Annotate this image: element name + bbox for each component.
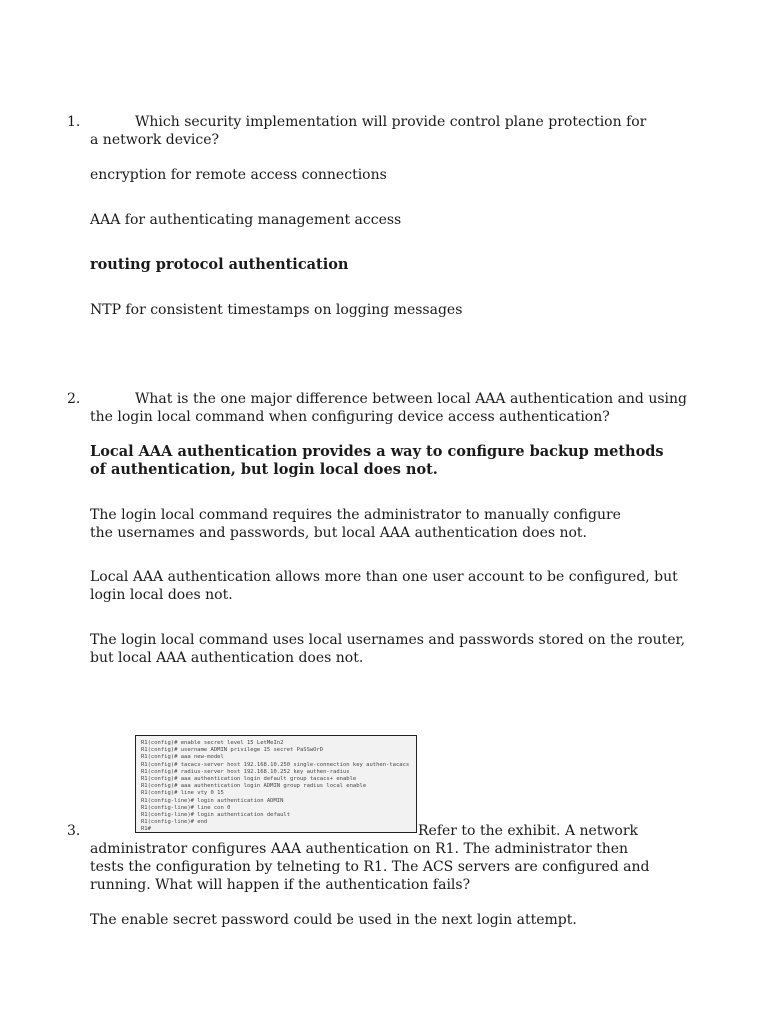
exhibit-line: R1(config-line)# login authentication ADMIN [141,797,284,804]
question-2-option-d: The login local command uses local usernames and passwords stored on the router, but local AAA authentication does not. [90,632,686,666]
exhibit-line: R1(config)# aaa authentication login ADMIN group radius local enable [141,783,367,790]
exhibit-line: R1(config)# aaa authentication login default group tacacs+ enable [141,776,357,783]
exhibit-image [135,735,417,833]
exhibit-line: R1(config-line)# line con 0 [141,804,231,811]
exhibit-line: R1(config)# tacacs-server host 192.168.10.250 single-connection key authen-tacacs [141,761,410,768]
question-1-option-d: NTP for consistent timestamps on logging messages [90,302,463,318]
question-2-option-b: The login local command requires the administrator to manually configure the usernames and passwords, but local AAA authentication does not. [90,507,621,541]
exhibit-line: R1(config-line)# login authentication default [141,812,291,819]
exhibit-line: R1(config)# line vty 0 15 [141,790,224,797]
question-3-text-content: Refer to the exhibit. A network administrator configures AAA authentication on R1. The administrator then tests the configuration by telneting to R1. The ACS servers are configured and running. What will happen if the authentication fails? [90,823,650,893]
question-3-number: 3. [67,823,81,839]
question-2-text [90,390,690,426]
question-1-number: 1. [67,114,81,130]
question-1-text [90,113,650,149]
exhibit-line: R1# [141,826,151,833]
exhibit-line: R1(config)# username ADMIN privilege 15 secret PaSSwOrD [141,747,324,754]
question-2-number: 2. [67,391,81,407]
exhibit-line: R1(config-line)# end [141,819,208,826]
question-1-option-c-correct: routing protocol authentication [90,256,349,273]
question-1-option-b: AAA for authenticating management access [90,212,402,228]
exhibit-line: R1(config)# aaa new-model [141,754,224,761]
exhibit-line: R1(config)# radius-server host 192.168.10.252 key authen-radius [141,768,350,775]
question-3-option-a: The enable secret password could be used in the next login attempt. [90,912,577,928]
question-2-text-content: What is the one major difference between local AAA authentication and using the login local command when configuring device access authentication? [90,391,688,425]
question-1-text-content: Which security implementation will provide control plane protection for a network device? [90,114,647,148]
question-3-text [90,822,650,894]
question-2-option-a-correct: Local AAA authentication provides a way to configure backup methods of authentication, but login local does not. [90,443,664,478]
question-1-option-a: encryption for remote access connections [90,167,387,183]
question-2-option-c: Local AAA authentication allows more than one user account to be configured, but login local does not. [90,569,678,603]
exhibit-line: R1(config)# enable secret level 15 LetMeIn2 [141,740,284,746]
